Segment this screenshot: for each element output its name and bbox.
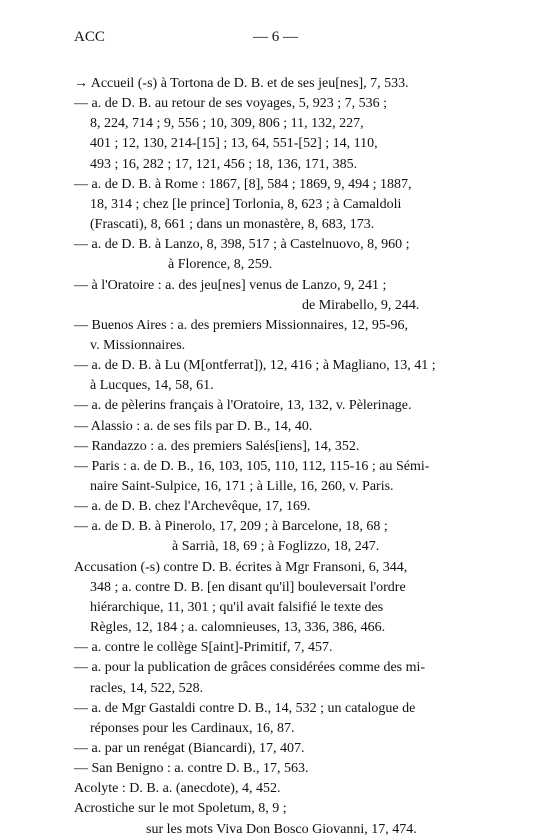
index-line: 401 ; 12, 130, 214-[15] ; 13, 64, 551-[52] ; 14, 110, (90, 136, 378, 151)
index-line: — a. de D. B. à Lu (M[ontferrat]), 12, 416 ; à Magliano, 13, 41 ; (74, 358, 436, 373)
index-line: hiérarchique, 11, 301 ; qu'il avait falsifié le texte des (90, 600, 384, 615)
index-line: 493 ; 16, 282 ; 17, 121, 456 ; 18, 136, 171, 385. (90, 157, 358, 172)
index-line: — a. de Mgr Gastaldi contre D. B., 14, 532 ; un catalogue de (74, 701, 416, 716)
index-line: naire Saint-Sulpice, 16, 171 ; à Lille, 16, 260, v. Paris. (90, 479, 394, 494)
index-line: à Florence, 8, 259. (168, 257, 273, 272)
index-line: à Sarrià, 18, 69 ; à Foglizzo, 18, 247. (172, 539, 380, 554)
index-line: — San Benigno : a. contre D. B., 17, 563. (74, 761, 309, 776)
index-line: — Buenos Aires : a. des premiers Missionnaires, 12, 95-96, (74, 318, 409, 333)
index-line: réponses pour les Cardinaux, 16, 87. (90, 721, 295, 736)
index-line: — a. de D. B. à Lanzo, 8, 398, 517 ; à Castelnuovo, 8, 960 ; (74, 237, 410, 252)
index-line: — a. de D. B. au retour de ses voyages, 5, 923 ; 7, 536 ; (74, 96, 387, 111)
index-line: — a. par un renégat (Biancardi), 17, 407. (74, 741, 305, 756)
index-line: — Paris : a. de D. B., 16, 103, 105, 110, 112, 115-16 ; au Sémi- (74, 459, 430, 474)
index-line: à Lucques, 14, 58, 61. (90, 378, 214, 393)
index-line: — à l'Oratoire : a. des jeu[nes] venus de Lanzo, 9, 241 ; (74, 278, 387, 293)
index-line: (Frascati), 8, 661 ; dans un monastère, 8, 683, 173. (90, 217, 375, 232)
index-line: sur les mots Viva Don Bosco Giovanni, 17, 474. (146, 822, 417, 837)
index-line: — Randazzo : a. des premiers Salés[iens], 14, 352. (74, 439, 360, 454)
index-line: Acrostiche sur le mot Spoletum, 8, 9 ; (74, 801, 287, 816)
running-header-left: ACC (74, 29, 105, 45)
index-line: Accusation (-s) contre D. B. écrites à Mgr Fransoni, 6, 344, (74, 560, 408, 575)
index-line: Règles, 12, 184 ; a. calomnieuses, 13, 336, 386, 466. (90, 620, 386, 635)
index-line: v. Missionnaires. (90, 338, 186, 353)
index-line: — a. de D. B. chez l'Archevêque, 17, 169. (74, 499, 311, 514)
page-number: — 6 — (253, 29, 298, 45)
index-line: de Mirabello, 9, 244. (302, 298, 420, 313)
index-line: 348 ; a. contre D. B. [en disant qu'il] bouleversait l'ordre (90, 580, 406, 595)
index-line: 18, 314 ; chez [le prince] Torlonia, 8, 623 ; à Camaldoli (90, 197, 402, 212)
index-line: — a. de pèlerins français à l'Oratoire, 13, 132, v. Pèlerinage. (74, 398, 412, 413)
index-line: — a. de D. B. à Pinerolo, 17, 209 ; à Barcelone, 18, 68 ; (74, 519, 388, 534)
index-line: — Alassio : a. de ses fils par D. B., 14, 40. (74, 419, 313, 434)
index-line: Acolyte : D. B. a. (anecdote), 4, 452. (74, 781, 281, 796)
index-line: racles, 14, 522, 528. (90, 681, 204, 696)
index-line: — a. pour la publication de grâces considérées comme des mi- (74, 660, 426, 675)
index-line: 8, 224, 714 ; 9, 556 ; 10, 309, 806 ; 11, 132, 227, (90, 116, 364, 131)
index-line: — a. contre le collège S[aint]-Primitif, 7, 457. (74, 640, 333, 655)
index-line: → Accueil (-s) à Tortona de D. B. et de ses jeu[nes], 7, 533. (74, 76, 409, 91)
index-line: — a. de D. B. à Rome : 1867, [8], 584 ; 1869, 9, 494 ; 1887, (74, 177, 412, 192)
